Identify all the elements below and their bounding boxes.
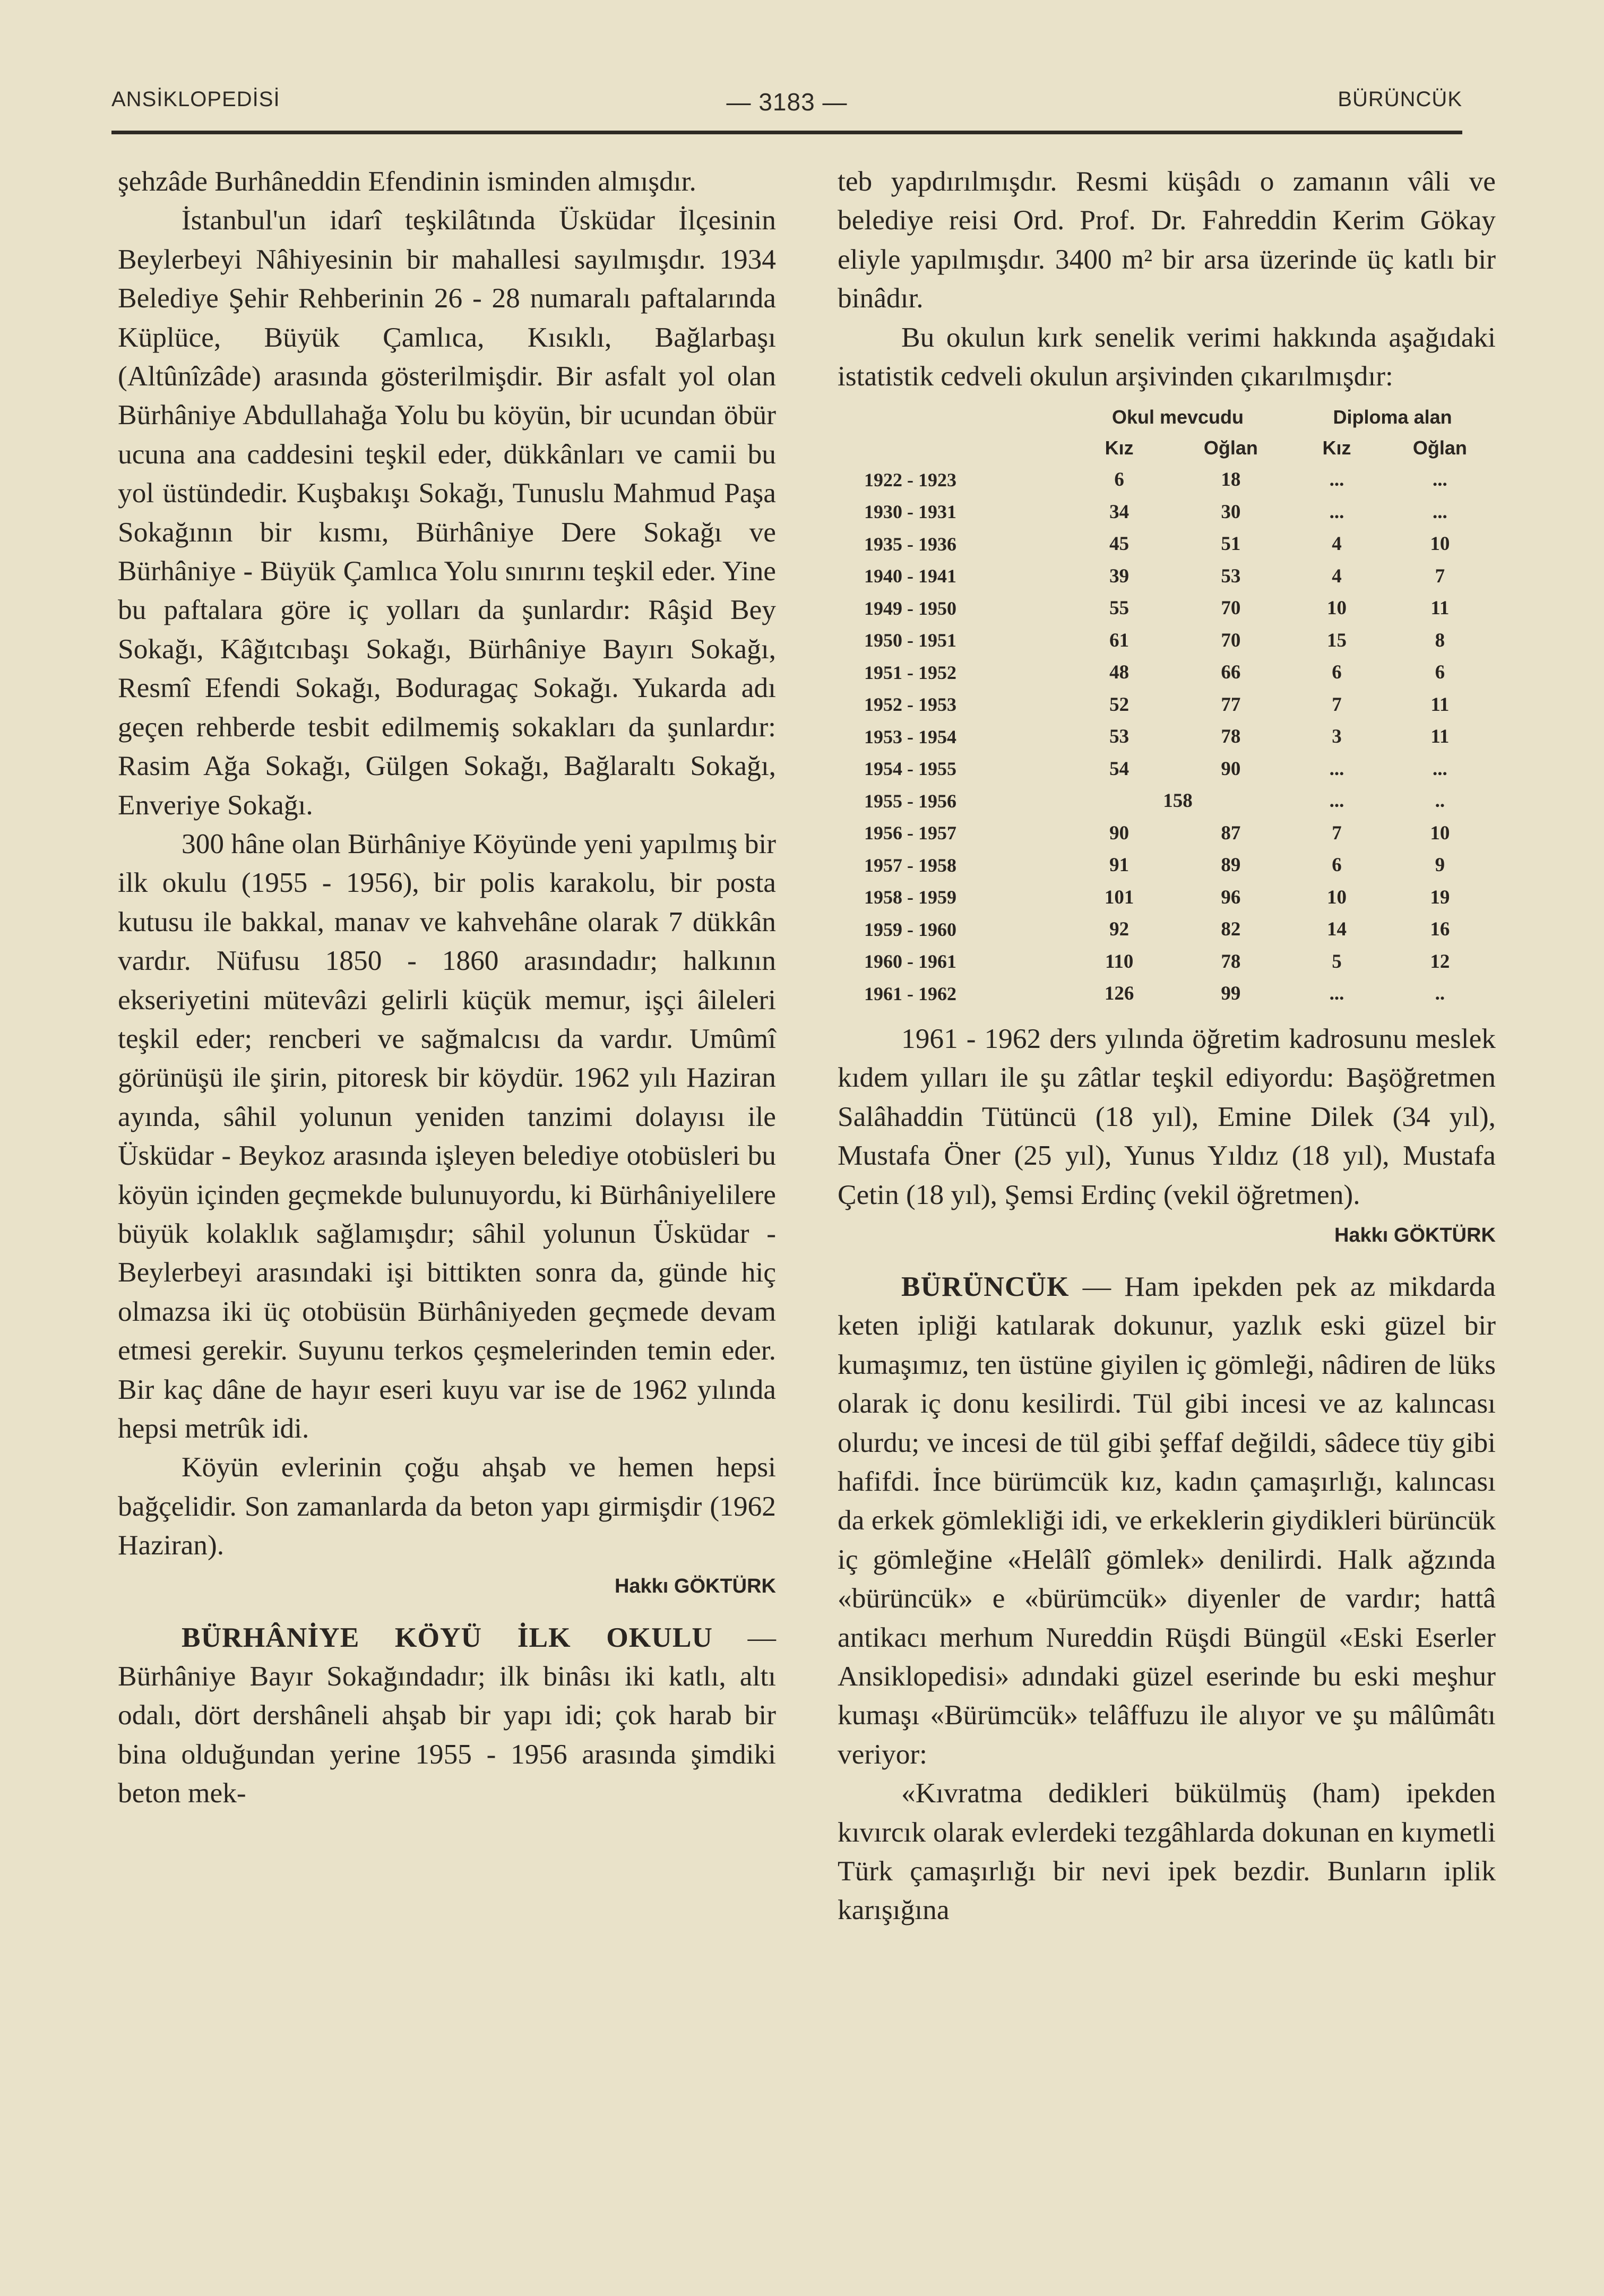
table-cell-enrolled-boys: 78 — [1221, 950, 1241, 973]
paragraph: şehzâde Burhâneddin Efendinin isminden almışdır. — [118, 165, 696, 197]
table-header-group — [838, 402, 1496, 433]
entry-headword: BÜRÜNCÜK — [901, 1270, 1070, 1302]
table-row — [838, 560, 1496, 592]
table-cell-enrolled-girls: 101 — [1104, 886, 1134, 908]
table-cell-enrolled-boys: 66 — [1221, 661, 1241, 684]
table-row — [838, 753, 1496, 785]
table-column-heading: Kız — [1322, 437, 1351, 459]
table-cell-diploma-boys: ... — [1433, 501, 1447, 523]
table-row — [838, 656, 1496, 689]
table-cell-enrolled-girls: 55 — [1109, 597, 1129, 620]
table-row — [838, 817, 1496, 849]
table-cell-diploma-girls: 10 — [1326, 597, 1347, 620]
table-row — [838, 528, 1496, 560]
table-row — [838, 592, 1496, 624]
table-row — [838, 689, 1496, 721]
table-cell-diploma-boys: 19 — [1430, 886, 1450, 908]
table-cell-diploma-girls: 4 — [1332, 565, 1342, 587]
table-cell-diploma-girls: 15 — [1326, 629, 1347, 651]
table-header-sub — [838, 433, 1496, 463]
paragraph: Bu okulun kırk senelik verimi hakkında aşağıdaki istatistik cedveli okulun arşivinden çıkarılmışdır: — [838, 321, 1496, 392]
table-cell-year: 1955 - 1956 — [864, 790, 956, 812]
table-row — [838, 881, 1496, 914]
table-cell-year: 1949 - 1950 — [864, 597, 956, 619]
author-signature: Hakkı GÖKTÜRK — [614, 1575, 776, 1597]
table-row — [838, 624, 1496, 657]
paragraph: 300 hâne olan Bürhâniye Köyünde yeni yapılmış bir ilk okulu (1955 - 1956), bir polis karakolu, bir posta kutusu ile bakkal, manav ve kahvehâne olarak 7 dükkân vardır. Nüfusu 1850 - 1860 arasındadır; halkının ekseriyetini mütevâzi gelirli küçük memur, işçi âileleri teşkil eder; rencberi ve sağmalcısı da vardır. Umûmî görünüşü ile şirin, pitoresk bir köydür. 1962 yılı Haziran ayında, sâhil yolunun yeniden tanzimi dolayısı ile Üsküdar - Beykoz arasında işleyen belediye otobüsleri bu köyün içinden geçmekde bulunuyordu, ki Bürhâniyelilere büyük kolaklık sağlamışdır; sâhil yolunun Üsküdar - Beylerbeyi arasındaki işi bittikten sonra da, günde hiç olmazsa iki üç otobüsün Bürhâniyeden geçmede devam etmesi gerekir. Suyunu terkos çeşmelerinden temin eder. Bir kaç dâne de hayır eseri kuyu var ise de 1962 yılında hepsi metrûk idi. — [118, 827, 776, 1444]
table-cell-diploma-girls: ... — [1329, 983, 1344, 1005]
entry-text: — Bürhâniye Bayır Sokağındadır; ilk binâsı iki katlı, altı odalı, dört dershâneli ahşab bir yapı idi; çok harab bir bina olduğundan yerine 1955 - 1956 arasında şimdiki beton mek- — [118, 1621, 776, 1809]
table-group-heading: Okul mevcudu — [1111, 406, 1244, 428]
statistics-table — [838, 402, 1496, 1010]
table-cell-enrolled-girls: 110 — [1105, 950, 1134, 973]
table-cell-diploma-boys: 11 — [1430, 693, 1450, 716]
header-left: ANSİKLOPEDİSİ — [111, 88, 280, 111]
table-cell-enrolled-girls: 53 — [1109, 726, 1129, 748]
table-row — [838, 977, 1496, 1010]
table-cell-enrolled-boys: 96 — [1221, 886, 1241, 908]
table-row — [838, 945, 1496, 978]
table-cell-enrolled-boys: 53 — [1221, 565, 1241, 587]
table-cell-diploma-boys: 8 — [1435, 629, 1445, 651]
table-cell-enrolled-girls: 61 — [1109, 629, 1129, 651]
table-cell-year: 1960 - 1961 — [864, 951, 956, 973]
table-cell-year: 1952 - 1953 — [864, 694, 956, 716]
paragraph: 1961 - 1962 ders yılında öğretim kadrosunu meslek kıdem yılları ile şu zâtlar teşkil ediyordu: Başöğretmen Salâhaddin Tütüncü (18 yıl), Emine Dilek (34 yıl), Mustafa Öner (25 yıl), Yunus Yıldız (18 yıl), Mustafa Çetin (18 yıl), Şemsi Erdinç (vekil öğretmen). — [838, 1022, 1496, 1210]
entry-headword: BÜRHÂNİYE KÖYÜ İLK OKULU — [182, 1621, 713, 1653]
table-cell-enrolled-girls: 90 — [1109, 822, 1129, 844]
table-cell-diploma-girls: 14 — [1326, 918, 1347, 941]
table-cell-year: 1951 - 1952 — [864, 661, 956, 683]
right-column — [838, 162, 1496, 1930]
table-cell-diploma-girls: 7 — [1332, 693, 1342, 716]
table-group-heading: Diploma alan — [1333, 406, 1452, 428]
table-cell-enrolled-boys: 77 — [1221, 693, 1241, 716]
table-cell-enrolled-girls: 6 — [1114, 469, 1124, 491]
table-cell-diploma-girls: 3 — [1332, 726, 1342, 748]
header-rule — [111, 131, 1462, 134]
paragraph: Köyün evlerinin çoğu ahşab ve hemen hepsi bağçelidir. Son zamanlarda da beton yapı girmişdir (1962 Haziran). — [118, 1451, 776, 1561]
table-cell-year: 1950 - 1951 — [864, 630, 956, 651]
table-cell-diploma-girls: 4 — [1332, 533, 1342, 555]
table-cell-enrolled-boys: 70 — [1221, 597, 1241, 620]
table-row — [838, 720, 1496, 753]
table-cell-year: 1953 - 1954 — [864, 726, 956, 747]
table-cell-diploma-boys: ... — [1433, 758, 1447, 780]
table-cell-diploma-boys: 11 — [1430, 726, 1450, 748]
left-column — [118, 162, 776, 1813]
table-column-heading: Oğlan — [1203, 437, 1258, 459]
table-cell-year: 1958 - 1959 — [864, 887, 956, 908]
table-cell-diploma-boys: 10 — [1430, 533, 1450, 555]
table-cell-year: 1940 - 1941 — [864, 565, 956, 587]
table-cell-enrolled-boys: 70 — [1221, 629, 1241, 651]
table-cell-enrolled-girls: 39 — [1109, 565, 1129, 587]
table-cell-year: 1935 - 1936 — [864, 533, 956, 555]
table-row — [838, 913, 1496, 945]
table-cell-enrolled-girls: 45 — [1109, 533, 1129, 555]
table-cell-diploma-boys: 7 — [1435, 565, 1445, 587]
table-cell-total: 158 — [1163, 790, 1193, 812]
table-cell-enrolled-girls: 91 — [1109, 854, 1129, 876]
table-cell-diploma-girls: 6 — [1332, 854, 1342, 876]
table-cell-diploma-boys: .. — [1435, 790, 1445, 812]
table-row — [838, 463, 1496, 496]
table-cell-diploma-boys: 9 — [1435, 854, 1445, 876]
table-cell-enrolled-boys: 18 — [1221, 469, 1241, 491]
table-row — [838, 849, 1496, 881]
table-cell-diploma-girls: 6 — [1332, 661, 1342, 684]
table-cell-diploma-girls: ... — [1329, 501, 1344, 523]
table-cell-year: 1930 - 1931 — [864, 501, 956, 523]
table-cell-diploma-boys: 12 — [1430, 950, 1450, 973]
table-cell-year: 1956 - 1957 — [864, 822, 956, 844]
author-signature: Hakkı GÖKTÜRK — [1334, 1224, 1496, 1246]
table-cell-diploma-girls: ... — [1329, 790, 1344, 812]
table-column-heading: Kız — [1105, 437, 1134, 459]
table-cell-year: 1959 - 1960 — [864, 918, 956, 940]
entry-paragraph — [118, 1618, 776, 1813]
table-cell-diploma-girls: ... — [1329, 758, 1344, 780]
table-cell-year: 1922 - 1923 — [864, 469, 956, 491]
table-cell-enrolled-boys: 89 — [1221, 854, 1241, 876]
table-column-heading: Oğlan — [1412, 437, 1467, 459]
table-cell-enrolled-boys: 87 — [1221, 822, 1241, 844]
table-cell-diploma-boys: 10 — [1430, 822, 1450, 844]
table-cell-enrolled-boys: 51 — [1221, 533, 1241, 555]
table-cell-enrolled-boys: 82 — [1221, 918, 1241, 941]
table-cell-year: 1961 - 1962 — [864, 983, 956, 1004]
paragraph: teb yapdırılmışdır. Resmi küşâdı o zamanın vâli ve belediye reisi Ord. Prof. Dr. Fahreddin Kerim Gökay eliyle yapılmışdır. 3400 m² bir arsa üzerinde üç katlı bir binâdır. — [838, 165, 1496, 314]
table-cell-diploma-boys: 11 — [1430, 597, 1450, 620]
table-cell-enrolled-girls: 52 — [1109, 693, 1129, 716]
paragraph: İstanbul'un idarî teşkilâtında Üsküdar İlçesinin Beylerbeyi Nâhiyesinin bir mahallesi sayılmışdır. 1934 Belediye Şehir Rehberinin 26 - 28 numaralı paftalarında Küplüce, Büyük Çamlıca, Kısıklı, Bağlarbaşı (Altûnîzâde) arasında gösterilmişdir. Bir asfalt yol olan Bürhâniye Abdullahağa Yolu bu köyün, bir ucundan öbür ucuna ana caddesini teşkil eder, dükkânları ve camii bu yol üstündedir. Kuşbakışı Sokağı, Tunuslu Mahmud Paşa Sokağının bir kısmı, Bürhâniye Dere Sokağı ve Bürhâniye - Büyük Çamlıca Yolu sınırını teşkil eder. Yine bu paftalara göre iç yolları da şunlardır: Râşid Bey Sokağı, Kâğıtcıbaşı Sokağı, Bürhâniye Bayırı Sokağı, Resmî Efendi Sokağı, Boduragaç Sokağı. Yukarda adı geçen rehberde tesbit edilmemiş sokakları da şunlardır: Rasim Ağa Sokağı, Gülgen Sokağı, Bağlaraltı Sokağı, Enveriye Sokağı. — [118, 204, 776, 821]
table-cell-year: 1954 - 1955 — [864, 758, 956, 780]
table-cell-enrolled-girls: 126 — [1104, 983, 1134, 1005]
table-cell-enrolled-girls: 48 — [1109, 661, 1129, 684]
header-right: BÜRÜNCÜK — [1338, 88, 1462, 111]
table-cell-enrolled-boys: 99 — [1221, 983, 1241, 1005]
running-header — [111, 88, 1462, 130]
table-cell-diploma-boys: 16 — [1430, 918, 1450, 941]
table-cell-enrolled-boys: 78 — [1221, 726, 1241, 748]
page-number: — 3183 — — [726, 88, 848, 116]
table-cell-diploma-girls: ... — [1329, 469, 1344, 491]
table-cell-enrolled-boys: 30 — [1221, 501, 1241, 523]
table-cell-enrolled-girls: 54 — [1109, 758, 1129, 780]
entry-paragraph — [838, 1267, 1496, 1774]
entry-text: — Ham ipekden pek az mikdarda keten ipliği katılarak dokunur, yazlık eski güzel bir kumaşımız, ten üstüne giyilen iç gömleği, nâdiren de lüks olarak iç donu kesilirdi. Tül gibi incesi ve az kalıncası olurdu; ve incesi de tül gibi şeffaf değildi, sâdece tüy gibi hafifdi. İnce bürümcük kız, kadın çamaşırlığı, kalıncası da erkek gömlekliği idi, ve erkeklerin giydikleri bürüncük iç gömleğine «Helâlî gömlek» denilirdi. Halk ağzında «bürüncük» e «bürümcük» diyenler de vardır; hattâ antikacı merhum Nureddin Rüşdi Büngül «Eski Eserler Ansiklopedisi» adındaki güzel eserinde bu eski meşhur kumaşı «Bürümcük» telâffuzu ile alıyor ve şu mâlûmâtı veriyor: — [838, 1270, 1496, 1770]
table-cell-diploma-boys: 6 — [1435, 661, 1445, 684]
table-cell-year: 1957 - 1958 — [864, 854, 956, 876]
table-cell-enrolled-boys: 90 — [1221, 758, 1241, 780]
table-cell-enrolled-girls: 34 — [1109, 501, 1129, 523]
table-cell-enrolled-girls: 92 — [1109, 918, 1129, 941]
paragraph: «Kıvratma dedikleri bükülmüş (ham) ipekden kıvırcık olarak evlerdeki tezgâhlarda dokunan en kıymetli Türk çamaşırlığı bir nevi ipek bezdir. Bunların iplik karışığına — [838, 1777, 1496, 1926]
table-cell-diploma-girls: 10 — [1326, 886, 1347, 908]
table-row — [838, 496, 1496, 528]
table-cell-diploma-boys: ... — [1433, 469, 1447, 491]
table-cell-diploma-girls: 5 — [1332, 950, 1342, 973]
table-cell-diploma-boys: .. — [1435, 983, 1445, 1005]
table-cell-diploma-girls: 7 — [1332, 822, 1342, 844]
table-row — [838, 785, 1496, 817]
